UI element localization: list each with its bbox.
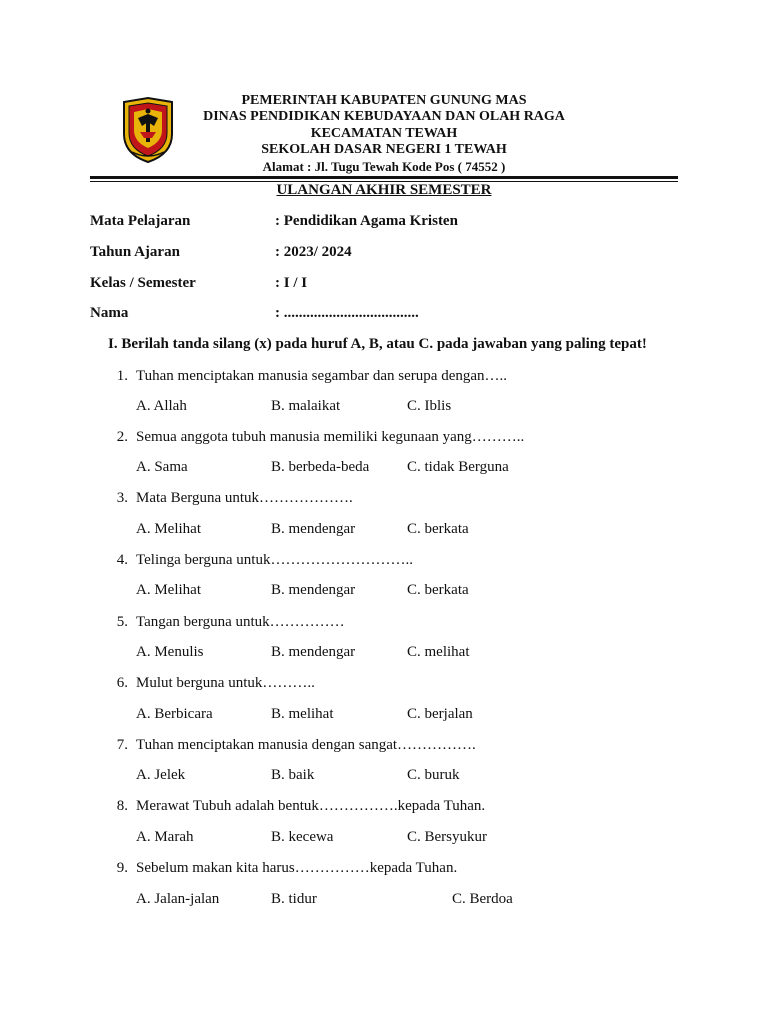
- question-number: 7.: [116, 737, 128, 753]
- info-label-name: Nama: [90, 305, 129, 321]
- header-school: SEKOLAH DASAR NEGERI 1 TEWAH: [261, 142, 507, 157]
- option-c: C. melihat: [407, 644, 470, 660]
- header-address: Alamat : Jl. Tugu Tewah Kode Pos ( 74552 ): [262, 159, 506, 174]
- option-b: B. kecewa: [271, 829, 334, 845]
- info-value-class: : I / I: [275, 275, 308, 291]
- option-a: A. Sama: [136, 459, 188, 475]
- option-c: C. Bersyukur: [407, 829, 487, 845]
- option-b: B. mendengar: [271, 644, 356, 660]
- option-c: C. berkata: [407, 521, 469, 537]
- question-text: Tangan berguna untuk……………: [136, 614, 345, 630]
- question-number: 9.: [116, 860, 128, 876]
- question-text: Telinga berguna untuk………………………..: [136, 552, 413, 568]
- question-text: Tuhan menciptakan manusia dengan sangat…………….: [136, 737, 476, 753]
- header-divider: [90, 176, 678, 179]
- question-text: Mulut berguna untuk………..: [136, 675, 315, 691]
- option-b: B. berbeda-beda: [271, 459, 370, 475]
- option-c: C. berkata: [407, 582, 469, 598]
- option-a: A. Berbicara: [136, 706, 213, 722]
- info-label-subject: Mata Pelajaran: [90, 213, 191, 229]
- question-number: 3.: [116, 490, 128, 506]
- section-instruction: I. Berilah tanda silang (x) pada huruf A, B, atau C. pada jawaban yang paling tepat!: [108, 336, 647, 352]
- question-number: 1.: [116, 368, 128, 384]
- option-a: A. Jalan-jalan: [136, 891, 220, 907]
- option-b: B. malaikat: [271, 398, 341, 414]
- question-number: 5.: [116, 614, 128, 630]
- question-number: 2.: [116, 429, 128, 445]
- option-a: A. Melihat: [136, 582, 201, 598]
- letterhead: [0, 0, 768, 198]
- header-district: KECAMATAN TEWAH: [310, 126, 458, 141]
- option-a: A. Allah: [136, 398, 187, 414]
- option-b: B. mendengar: [271, 521, 356, 537]
- option-c: C. Iblis: [407, 398, 452, 414]
- option-a: A. Marah: [136, 829, 194, 845]
- question-text: Tuhan menciptakan manusia segambar dan serupa dengan…..: [136, 368, 508, 384]
- header-government: PEMERINTAH KABUPATEN GUNUNG MAS: [241, 93, 527, 108]
- exam-title: ULANGAN AKHIR SEMESTER: [276, 182, 492, 198]
- option-a: A. Jelek: [136, 767, 186, 783]
- question-number: 8.: [116, 798, 128, 814]
- option-b: B. baik: [271, 767, 315, 783]
- info-label-class: Kelas / Semester: [90, 275, 196, 291]
- option-b: B. melihat: [271, 706, 334, 722]
- question-text: Mata Berguna untuk……………….: [136, 490, 353, 506]
- question-text: Semua anggota tubuh manusia memiliki kegunaan yang………..: [136, 429, 525, 445]
- option-a: A. Menulis: [136, 644, 204, 660]
- header-agency: DINAS PENDIDIKAN KEBUDAYAAN DAN OLAH RAGA: [203, 109, 565, 124]
- option-c: C. buruk: [407, 767, 460, 783]
- info-value-year: : 2023/ 2024: [275, 244, 352, 260]
- option-b: B. tidur: [271, 891, 317, 907]
- info-label-year: Tahun Ajaran: [90, 244, 180, 260]
- question-number: 6.: [116, 675, 128, 691]
- option-c: C. tidak Berguna: [407, 459, 509, 475]
- question-number: 4.: [116, 552, 128, 568]
- info-value-subject: : Pendidikan Agama Kristen: [275, 213, 458, 229]
- option-b: B. mendengar: [271, 582, 356, 598]
- option-a: A. Melihat: [136, 521, 201, 537]
- question-text: Merawat Tubuh adalah bentuk…………….kepada Tuhan.: [136, 798, 486, 814]
- info-value-name: : ....................................: [275, 305, 419, 321]
- option-c: C. Berdoa: [452, 891, 513, 907]
- option-c: C. berjalan: [407, 706, 473, 722]
- question-text: Sebelum makan kita harus……………kepada Tuhan.: [136, 860, 458, 876]
